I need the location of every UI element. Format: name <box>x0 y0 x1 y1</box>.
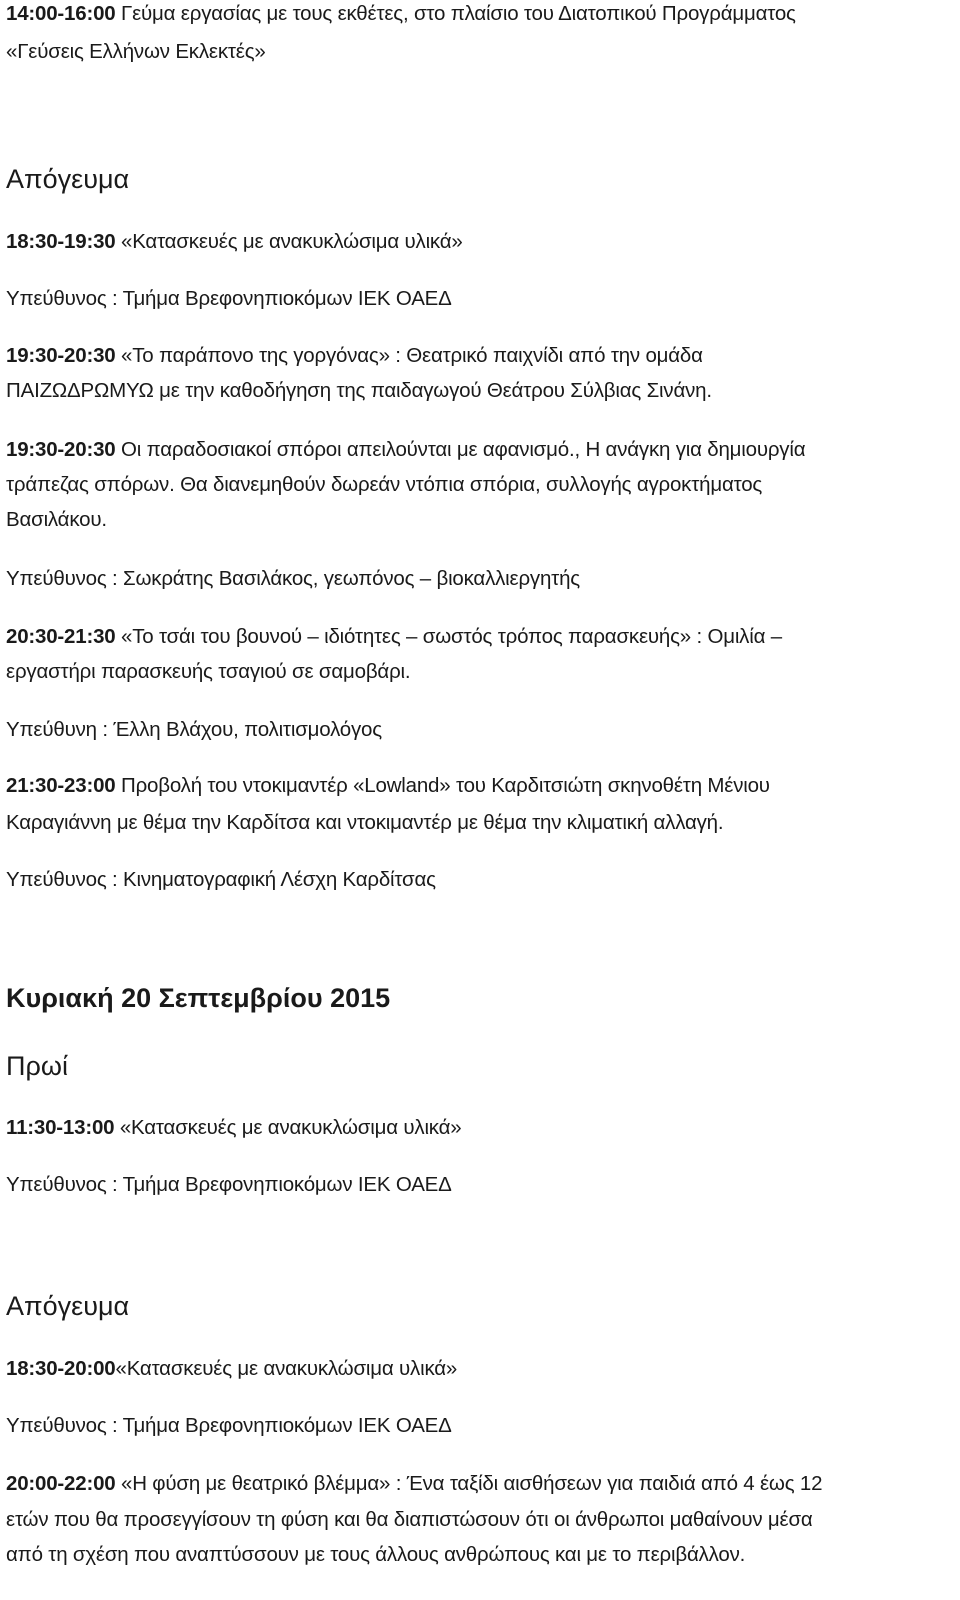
event-nature-line-1 <box>6 1470 822 1498</box>
event-afternoon-crafts-title <box>6 1355 457 1383</box>
event-seeds-line-3: Βασιλάκου. <box>6 508 107 531</box>
event-afternoon-crafts-responsible: Υπεύθυνος : Τμήμα Βρεφονηπιοκόμων ΙΕΚ ΟΑΕΔ <box>6 1414 452 1437</box>
event-seeds-line-1 <box>6 436 805 464</box>
event-mermaid-line-2: ΠΑΙΖΩΔΡΩΜΥΩ με την καθοδήγηση της παιδαγωγού Θεάτρου Σύλβιας Σινάνη. <box>6 379 712 402</box>
day-heading-sunday: Κυριακή 20 Σεπτεμβρίου 2015 <box>6 983 391 1013</box>
event-text: «Κατασκευές με ανακυκλώσιμα υλικά» <box>114 1116 462 1139</box>
event-lunch-line-1 <box>6 0 796 28</box>
event-morning-crafts-responsible: Υπεύθυνος : Τμήμα Βρεφονηπιοκόμων ΙΕΚ ΟΑΕΔ <box>6 1173 452 1196</box>
section-heading-morning: Πρωί <box>6 1051 68 1081</box>
event-tea-line-2: εργαστήρι παρασκευής τσαγιού σε σαμοβάρι. <box>6 660 411 683</box>
event-tea-line-1 <box>6 623 782 651</box>
event-time: 21:30-23:00 <box>6 774 116 797</box>
event-seeds-responsible: Υπεύθυνος : Σωκράτης Βασιλάκος, γεωπόνος – βιοκαλλιεργητής <box>6 567 580 590</box>
event-time: 18:30-19:30 <box>6 230 116 253</box>
event-time: 14:00-16:00 <box>6 2 116 25</box>
event-text: «Η φύση με θεατρικό βλέμμα» : Ένα ταξίδι αισθήσεων για παιδιά από 4 έως 12 <box>115 1472 823 1495</box>
event-morning-crafts-title <box>6 1114 461 1142</box>
event-seeds-line-2: τράπεζας σπόρων. Θα διανεμηθούν δωρεάν ντόπια σπόρια, συλλογής αγροκτήματος <box>6 473 763 496</box>
section-heading-afternoon-sunday: Απόγευμα <box>6 1291 130 1321</box>
event-crafts-responsible: Υπεύθυνος : Τμήμα Βρεφονηπιοκόμων ΙΕΚ ΟΑΕΔ <box>6 287 452 310</box>
event-tea-responsible: Υπεύθυνη : Έλλη Βλάχου, πολιτισμολόγος <box>6 718 382 741</box>
event-text: «Κατασκευές με ανακυκλώσιμα υλικά» <box>115 230 463 253</box>
event-text: Γεύμα εργασίας με τους εκθέτες, στο πλαίσιο του Διατοπικού Προγράμματος <box>115 2 796 25</box>
event-mermaid-line-1 <box>6 342 703 370</box>
event-text: Οι παραδοσιακοί σπόροι απειλούνται με αφανισμό., Η ανάγκη για δημιουργία <box>115 438 806 461</box>
event-time: 19:30-20:30 <box>6 438 116 461</box>
event-documentary-line-2: Καραγιάννη με θέμα την Καρδίτσα και ντοκιμαντέρ με θέμα την κλιματική αλλαγή. <box>6 811 724 834</box>
event-text: Προβολή του ντοκιμαντέρ «Lowland» του Καρδιτσιώτη σκηνοθέτη Μένιου <box>115 774 770 797</box>
event-lunch-line-2: «Γεύσεις Ελλήνων Εκλεκτές» <box>6 40 266 63</box>
event-crafts-title <box>6 228 463 256</box>
event-text: «Το παράπονο της γοργόνας» : Θεατρικό παιχνίδι από την ομάδα <box>115 344 703 367</box>
event-text: «Το τσάι του βουνού – ιδιότητες – σωστός τρόπος παρασκευής» : Ομιλία – <box>115 625 782 648</box>
event-nature-line-2: ετών που θα προσεγγίσουν τη φύση και θα διαπιστώσουν ότι οι άνθρωποι μαθαίνουν μέσα <box>6 1508 813 1531</box>
event-documentary-responsible: Υπεύθυνος : Κινηματογραφική Λέσχη Καρδίτσας <box>6 868 436 891</box>
event-time: 20:30-21:30 <box>6 625 116 648</box>
event-documentary-line-1 <box>6 772 770 800</box>
event-text: «Κατασκευές με ανακυκλώσιμα υλικά» <box>115 1357 458 1380</box>
section-heading-afternoon: Απόγευμα <box>6 164 130 194</box>
event-time: 11:30-13:00 <box>6 1116 115 1139</box>
event-nature-line-3: από τη σχέση που αναπτύσσουν με τους άλλους ανθρώπους και με το περιβάλλον. <box>6 1543 746 1566</box>
event-time: 19:30-20:30 <box>6 344 116 367</box>
event-time: 20:00-22:00 <box>6 1472 116 1495</box>
event-time: 18:30-20:00 <box>6 1357 116 1380</box>
